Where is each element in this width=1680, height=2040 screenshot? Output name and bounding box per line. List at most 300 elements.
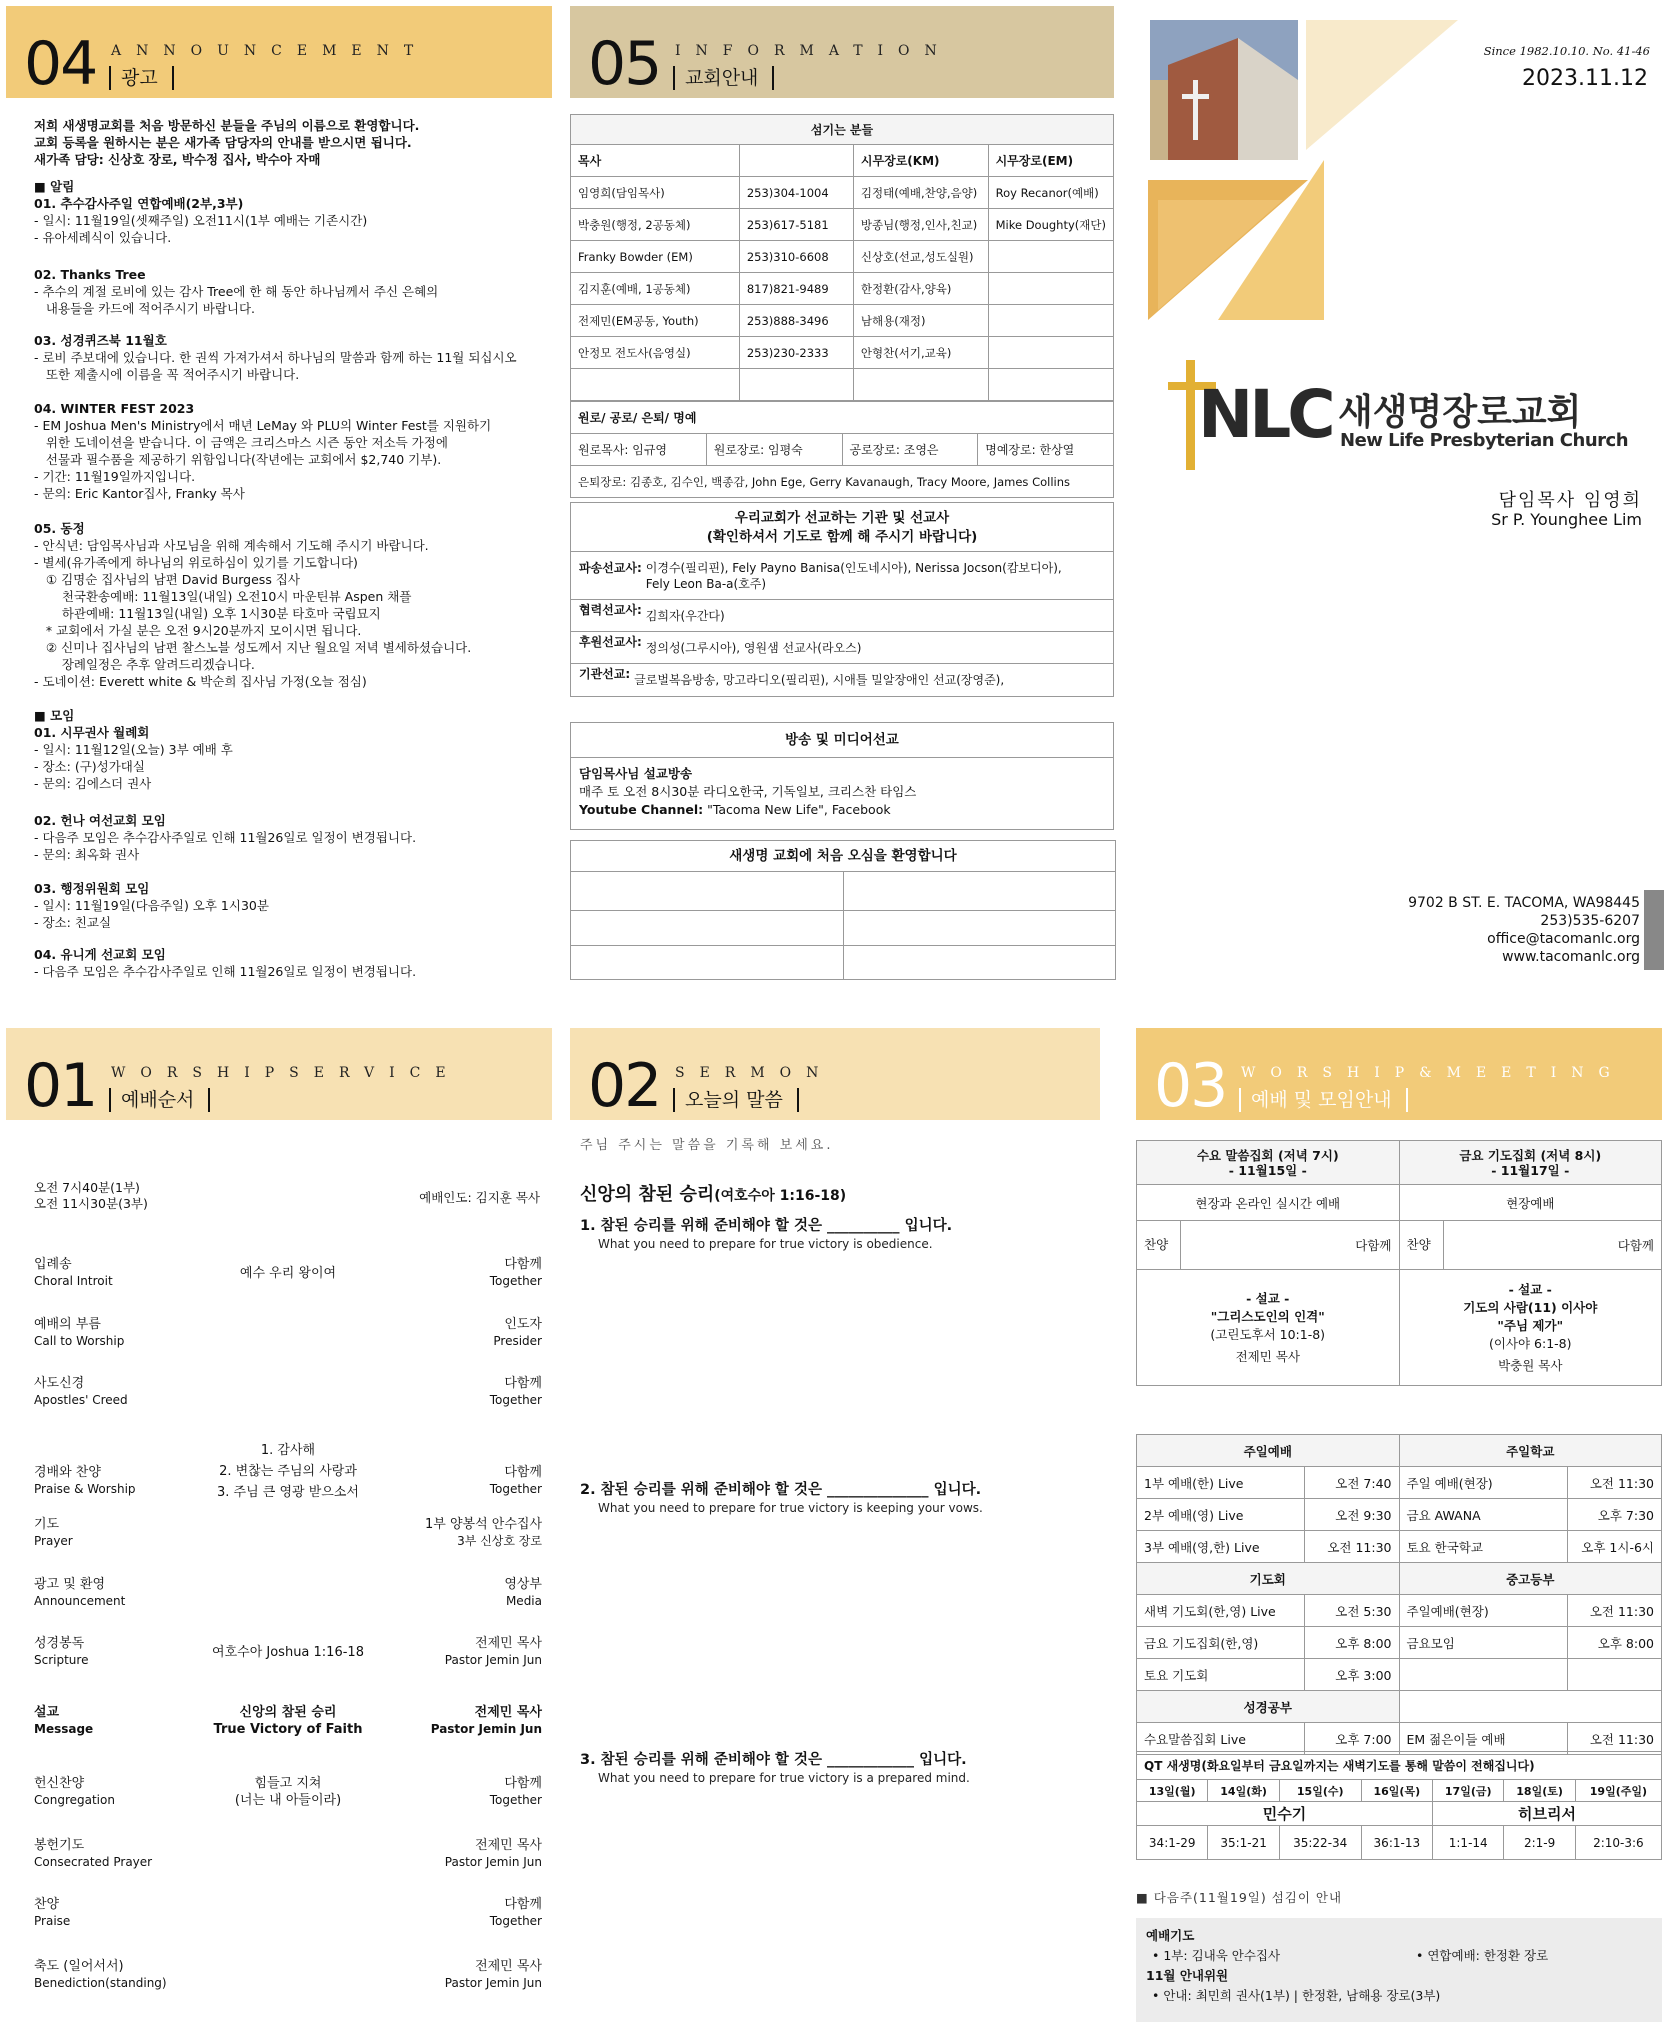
section-number: 02: [588, 1051, 661, 1121]
website: www.tacomanlc.org: [1502, 949, 1640, 965]
church-address: [1408, 894, 1640, 966]
church-name-eng: New Life Presbyterian Church: [1340, 430, 1629, 451]
qt-day: 13일(월): [1137, 1780, 1208, 1802]
announcement-title: ■ 알림 01. 추수감사주일 연합예배(2부,3부): [34, 179, 244, 211]
order-eng: Prayer: [34, 1534, 73, 1548]
section-kor-title: 교회안내: [673, 66, 774, 90]
presider-eng: Together: [489, 1793, 542, 1807]
announcement-item: [34, 707, 544, 792]
order-eng: Consecrated Prayer: [34, 1855, 153, 1869]
prayer-item: 연합예배: 한정환 장로: [1427, 1948, 1549, 1963]
qt-book: 민수기: [1137, 1802, 1433, 1826]
bullet-icon: •: [1416, 1948, 1428, 1963]
staff-cell: 한정환(감사,양육): [853, 273, 988, 305]
presider-kor: 다함께: [504, 1776, 542, 1791]
order-eng: Call to Worship: [34, 1334, 125, 1348]
announcement-header: [6, 6, 552, 98]
qt-day: 15일(수): [1279, 1780, 1361, 1802]
staff-cell: 임영희(담임목사): [571, 177, 740, 209]
staff-row: [571, 337, 1114, 369]
point-question: 1. 참된 승리를 위해 준비해야 할 것은 __________ 입니다.: [580, 1218, 953, 1234]
next-week-text: 다음주(11월19일) 섬김이 안내: [1153, 1890, 1343, 1905]
presider-kor: 다함께: [504, 1897, 542, 1912]
order-eng: Praise: [34, 1914, 71, 1928]
schedule-cell: 새벽 기도회(한,영) Live: [1137, 1595, 1305, 1627]
order-label: [34, 1837, 152, 1871]
sermon-scripture: (여호수아 1:16-18): [714, 1188, 847, 1204]
order-kor: 입례송: [34, 1257, 72, 1272]
issue-info: Since 1982.10.10. No. 41-46: [1483, 44, 1650, 58]
order-kor: 예배의 부름: [34, 1317, 101, 1332]
sermon-title: 기도의 사람(11) 이사야: [1463, 1299, 1598, 1315]
point-question: 2. 참된 승리를 위해 준비해야 할 것은 ______________ 입니다.: [580, 1482, 982, 1498]
order-presider: [490, 1375, 542, 1409]
mission-text: 정의성(그루시아), 영원샘 선교사(라오스): [645, 640, 862, 655]
schedule-row: [1137, 1467, 1662, 1499]
servers-box: [1136, 1918, 1662, 2022]
sermon-title: 신앙의 참된 승리: [580, 1184, 715, 1205]
media-box: [570, 722, 1114, 830]
intro-line: 저희 새생명교회를 처음 방문하신 분들을 주님의 이름으로 환영합니다.: [34, 118, 420, 133]
section-eng-title: WORSHIP&MEETING: [1241, 1065, 1625, 1081]
mission-text: 글로벌복음방송, 망고라디오(필리핀), 시애틀 밀알장애인 선교(장영준),: [634, 673, 1005, 687]
staff-cell: 안정모 전도사(음영실): [571, 337, 740, 369]
order-kor: 축도 (일어서서): [34, 1959, 124, 1974]
address-line: 9702 B ST. E. TACOMA, WA98445: [1408, 895, 1640, 911]
staff-header: [739, 145, 853, 177]
schedule-head: 기도회: [1137, 1563, 1400, 1595]
staff-cell: [988, 369, 1113, 401]
schedule-row: [1137, 1595, 1662, 1627]
schedule-cell: 2부 예배(영) Live: [1137, 1499, 1305, 1531]
staff-header: 목사: [571, 145, 740, 177]
staff-row: [571, 369, 1114, 401]
qt-day: 18일(토): [1504, 1780, 1575, 1802]
schedule-cell: 금요 AWANA: [1399, 1499, 1567, 1531]
qt-ref: 2:10-3:6: [1575, 1826, 1661, 1860]
staff-cell: [739, 369, 853, 401]
meeting-panel: [1128, 1020, 1680, 2040]
schedule-head: 중고등부: [1399, 1563, 1662, 1595]
schedule-cell: 금요모임: [1399, 1627, 1567, 1659]
staff-cell: 253)230-2333: [739, 337, 853, 369]
presider-eng: Pastor Jemin Jun: [444, 1976, 542, 1990]
staff-header: 시무장로(EM): [988, 145, 1113, 177]
fri-sermon: [1399, 1270, 1662, 1386]
sermon-scripture: (이사야 6:1-8): [1488, 1335, 1572, 1351]
media-schedule: 매주 토 오전 8시30분 라디오한국, 기독일보, 크리스찬 타임스: [579, 784, 917, 799]
announcement-title: 02. Thanks Tree: [34, 267, 146, 282]
announcement-title: ■ 모임 01. 시무권사 월례회: [34, 708, 150, 740]
staff-cell: 817)821-9489: [739, 273, 853, 305]
announcement-item: [34, 178, 544, 246]
staff-cell: 방종님(행정,인사,친교): [853, 209, 988, 241]
wed-sermon: [1137, 1270, 1400, 1386]
order-content: 예수 우리 왕이여: [239, 1266, 337, 1281]
email: office@tacomanlc.org: [1487, 931, 1640, 947]
schedule-cell: 3부 예배(영,한) Live: [1137, 1531, 1305, 1563]
announcement-title: 04. WINTER FEST 2023: [34, 401, 195, 416]
usher-title: 11월 안내위원: [1146, 1968, 1229, 1983]
sermon-subtitle: "주님 제가": [1497, 1317, 1564, 1333]
mission-row: [571, 552, 1113, 600]
sermon-note: 주님 주시는 말씀을 기록해 보세요.: [580, 1138, 834, 1153]
order-label: [34, 1958, 167, 1992]
welcome-intro: [34, 117, 544, 168]
mission-row: [571, 600, 1113, 632]
church-name-kor: 새생명장로교회: [1338, 392, 1582, 433]
announcement-item: [34, 266, 544, 317]
staff-row: [571, 273, 1114, 305]
mission-subtitle: (확인하셔서 기도로 함께 해 주시기 바랍니다): [706, 529, 978, 545]
staff-cell: Mike Doughty(재단): [988, 209, 1113, 241]
presider-kor: 다함께: [504, 1376, 542, 1391]
section-number: 05: [588, 29, 661, 99]
order-eng: Announcement: [34, 1594, 126, 1608]
announcement-item: [34, 520, 544, 690]
order-presider: [445, 1635, 542, 1669]
information-panel: [562, 0, 1122, 1000]
order-label: [34, 1316, 124, 1350]
qt-day: 14일(화): [1208, 1780, 1279, 1802]
midweek-table: [1136, 1140, 1662, 1386]
welcome-title: 새생명 교회에 처음 오심을 환영합니다: [571, 841, 1115, 872]
point-question: 3. 참된 승리를 위해 준비해야 할 것은 ____________ 입니다.: [580, 1752, 967, 1768]
prayer-item: 1부: 김내욱 안수집사: [1163, 1948, 1281, 1963]
mission-row: [571, 632, 1113, 664]
presider-eng: Together: [489, 1482, 542, 1496]
schedule-cell: EM 젊은이들 예배: [1399, 1723, 1567, 1755]
announcement-lines: - 안식년: 담임목사님과 사모님을 위해 계속해서 기도해 주시기 바랍니다. - 별세(유가족에게 하나님의 위로하심이 있기를 기도합니다) ① 김명순 집사님의 남편 David Burgess 집사 천국환송예배: 11월13일(내일) 오전10시 마운틴뷰 Aspen 채플 하관예배: 11월13일(내일) 오후 1시30분 타호마 국립묘지 * 교회에서 가실 분은 오전 9시20분까지 모이시면 됩니다. ② 신미나 집사님의 남편 찰스노블 성도께서 지난 월요일 저녁 별세하셨습니다. 장례일정은 추후 알려드리겠습니다. - 도네이션: Everett white & 박순희 집사님 가정(오늘 점심): [34, 538, 472, 689]
order-presider: [490, 1464, 542, 1498]
cover-graphic: [1138, 10, 1468, 340]
announcement-title: 02. 헌나 여선교회 모임: [34, 813, 166, 828]
wed-type: 현장과 온라인 실시간 예배: [1137, 1185, 1400, 1221]
fri-service: [1399, 1141, 1662, 1185]
qt-ref: 36:1-13: [1361, 1826, 1432, 1860]
sermon-header: [570, 1028, 1100, 1120]
announcement-item: [34, 880, 544, 931]
schedule-row: [1137, 1531, 1662, 1563]
fri-type: 현장예배: [1399, 1185, 1662, 1221]
schedule-cell: 주일 예배(현장): [1399, 1467, 1567, 1499]
schedule-cell: 오전 7:40: [1305, 1467, 1400, 1499]
wed-service: [1137, 1141, 1400, 1185]
issue-date: 2023.11.12: [1522, 66, 1648, 91]
announcement-lines: - 추수의 계절 로비에 있는 감사 Tree에 한 해 동안 하나님께서 주신 은혜의 내용들을 카드에 적어주시기 바랍니다.: [34, 284, 439, 316]
media-subtitle: 담임목사님 설교방송: [579, 766, 693, 781]
hymn-label: 찬양: [1137, 1221, 1181, 1269]
bullet-icon: ■: [1136, 1890, 1154, 1905]
announcement-title: 03. 성경퀴즈북 11월호: [34, 333, 167, 348]
schedule-row: [1137, 1723, 1662, 1755]
order-kor: 성경봉독: [34, 1636, 85, 1651]
bullet-icon: •: [1152, 1988, 1164, 2003]
intro-line: 새가족 담당: 신상호 장로, 박수정 집사, 박수아 자매: [34, 152, 321, 167]
staff-header: 시무장로(KM): [853, 145, 988, 177]
staff-cell: Franky Bowder (EM): [571, 241, 740, 273]
worship-panel: [0, 1020, 556, 2040]
schedule-table: [1136, 1434, 1662, 1755]
mission-text: 이경수(필리핀), Fely Payno Banisa(인도네시아), Nerissa Jocson(캄보디아), Fely Leon Ba-a(호주): [645, 560, 1062, 591]
order-kor: 찬양: [34, 1897, 60, 1912]
staff-table-box: [570, 114, 1114, 498]
announcement-lines: - EM Joshua Men's Ministry에서 매년 LeMay 와 PLU의 Winter Fest를 지원하기 위한 도네이션을 받습니다. 이 금액은 크리스마스 시즌 동안 저소득 가정에 선물과 필수품을 제공하기 위함입니다(작년에는 교회에서 $2,740 기부). - 기간: 11월19일까지입니다. - 문의: Eric Kantor집사, Franky 목사: [34, 418, 492, 501]
presider-eng: Together: [489, 1914, 542, 1928]
point-english: What you need to prepare for true victory is obedience.: [598, 1237, 933, 1251]
announcement-item: [34, 812, 544, 863]
order-presider: [490, 1775, 542, 1809]
mission-row: [571, 664, 1113, 696]
church-logo: [1168, 360, 1668, 480]
announcement-lines: - 일시: 11월19일(다음주일) 오후 1시30분 - 장소: 친교실: [34, 898, 269, 930]
prayer-title: 예배기도: [1146, 1928, 1195, 1943]
order-presider: [493, 1316, 542, 1350]
usher-item: 안내: 최민희 권사(1부) | 한정환, 남해용 장로(3부): [1163, 1988, 1441, 2003]
schedule-cell: 오전 11:30: [1567, 1595, 1662, 1627]
qt-day: 19일(주일): [1575, 1780, 1661, 1802]
order-kor: 봉헌기도: [34, 1838, 85, 1853]
elders-title: 원로/ 공로/ 은퇴/ 명예: [571, 402, 1114, 434]
schedule-cell: 오전 11:30: [1567, 1723, 1662, 1755]
sermon-label: - 설교 -: [1508, 1281, 1552, 1297]
order-kor: 헌신찬양: [34, 1776, 85, 1791]
qt-book: 히브리서: [1433, 1802, 1662, 1826]
presider-kor: 전제민 목사: [475, 1636, 542, 1651]
order-content: 여호수아 Joshua 1:16-18: [212, 1645, 364, 1660]
intro-line: 교회 등록을 원하시는 분은 새가족 담당자의 안내를 받으시면 됩니다.: [34, 135, 412, 150]
staff-cell: [853, 369, 988, 401]
announcement-lines: - 일시: 11월19일(셋째주일) 오전11시(1부 예배는 기존시간) - 유아세례식이 있습니다.: [34, 213, 368, 245]
staff-cell: [571, 369, 740, 401]
staff-row: [571, 305, 1114, 337]
mission-label: 파송선교사:: [579, 561, 642, 575]
qt-ref: 34:1-29: [1137, 1826, 1208, 1860]
section-number: 01: [24, 1051, 97, 1121]
announcement-title: 03. 행정위원회 모임: [34, 881, 150, 896]
qt-ref: 1:1-14: [1433, 1826, 1504, 1860]
worship-header: [6, 1028, 552, 1120]
staff-cell: 김정태(예배,찬양,음양): [853, 177, 988, 209]
staff-cell: [988, 241, 1113, 273]
section-eng-title: WORSHIPSERVICE: [111, 1065, 461, 1081]
section-kor-title: 예배순서: [109, 1088, 210, 1112]
order-kor: 사도신경: [34, 1376, 85, 1391]
presider-kor: 다함께: [504, 1465, 542, 1480]
staff-cell: 남해용(재정): [853, 305, 988, 337]
schedule-cell: 오후 8:00: [1567, 1627, 1662, 1659]
schedule-cell: 오후 7:00: [1305, 1723, 1400, 1755]
announcement-panel: [0, 0, 556, 1000]
announcement-title: 04. 유니게 선교회 모임: [34, 947, 166, 962]
presider-eng: Together: [489, 1274, 542, 1288]
schedule-cell: 금요 기도집회(한,영): [1137, 1627, 1305, 1659]
presider-eng: Pastor Jemin Jun: [444, 1653, 542, 1667]
schedule-cell: 토요 기도회: [1137, 1659, 1305, 1691]
meeting-header: [1136, 1028, 1662, 1120]
order-presider: [431, 1704, 542, 1738]
sermon-point: [580, 1748, 1110, 1785]
point-english: What you need to prepare for true victory is a prepared mind.: [598, 1771, 970, 1785]
schedule-cell: 수요말씀집회 Live: [1137, 1723, 1305, 1755]
announcement-item: [34, 946, 544, 980]
order-eng: Benediction(standing): [34, 1976, 167, 1990]
presider-kor: 인도자: [504, 1317, 542, 1332]
presider-kor: 다함께: [504, 1257, 542, 1272]
order-eng: Message: [34, 1722, 94, 1736]
order-eng: Scripture: [34, 1653, 89, 1667]
section-eng-title: ANNOUNCEMENT: [111, 43, 429, 59]
order-kor: 경배와 찬양: [34, 1465, 101, 1480]
qt-table: [1136, 1751, 1662, 1860]
mission-label: 협력선교사:: [579, 603, 642, 617]
schedule-head: 주일예배: [1137, 1435, 1400, 1467]
presider-eng: Together: [489, 1393, 542, 1407]
sermon-panel: [562, 1020, 1122, 2040]
order-kor: 기도: [34, 1517, 60, 1532]
schedule-cell: 오후 1시-6시: [1567, 1531, 1662, 1563]
staff-cell: [988, 273, 1113, 305]
order-presider: [425, 1516, 542, 1550]
mission-text: 김희자(우간다): [645, 608, 725, 623]
schedule-cell: 1부 예배(한) Live: [1137, 1467, 1305, 1499]
qt-title: QT 새생명(화요일부터 금요일까지는 새벽기도를 통해 말씀이 전해집니다): [1137, 1752, 1662, 1780]
order-label: [34, 1375, 128, 1409]
logo-letters: NLC: [1198, 376, 1332, 453]
pastor-kor: 담임목사 임영희: [1498, 490, 1642, 511]
pastor-eng: Sr P. Younghee Lim: [1491, 510, 1642, 529]
presider-eng: Pastor Jemin Jun: [444, 1855, 542, 1869]
announcement-lines: - 일시: 11월12일(오늘) 3부 예배 후 - 장소: (구)성가대실 - 문의: 김에스더 권사: [34, 742, 233, 791]
order-content: 1. 감사해 2. 변찮는 주님의 사랑과 3. 주님 큰 영광 받으소서: [217, 1443, 359, 1500]
section-kor-title: 광고: [109, 66, 174, 90]
schedule-cell: 오후 7:30: [1567, 1499, 1662, 1531]
staff-cell: 김지훈(예배, 1공동체): [571, 273, 740, 305]
service-times: 오전 7시40분(1부) 오전 11시30분(3부): [34, 1180, 148, 1211]
youtube-channel: "Tacoma New Life", Facebook: [703, 802, 891, 817]
schedule-cell: [1399, 1659, 1567, 1691]
cross-icon: [1186, 360, 1195, 470]
elder-cell: 명예장로: 한상열: [978, 434, 1114, 466]
staff-cell: [988, 305, 1113, 337]
order-eng: Choral Introit: [34, 1274, 113, 1288]
order-presider: [490, 1896, 542, 1930]
cover-panel: [1128, 0, 1680, 1000]
schedule-cell: 오전 11:30: [1567, 1467, 1662, 1499]
bullet-icon: •: [1152, 1948, 1164, 1963]
mission-box: [570, 502, 1114, 697]
preacher: 박충원 목사: [1498, 1357, 1563, 1373]
presider-kor: 전제민 목사: [475, 1959, 542, 1974]
order-eng: Praise & Worship: [34, 1482, 136, 1496]
staff-cell: 253)310-6608: [739, 241, 853, 273]
wed-title: 수요 말씀집회 (저녁 7시): [1196, 1147, 1339, 1163]
section-number: 03: [1154, 1051, 1227, 1121]
staff-cell: 253)888-3496: [739, 305, 853, 337]
order-presider: [445, 1958, 542, 1992]
staff-cell: 253)617-5181: [739, 209, 853, 241]
order-label: [34, 1896, 70, 1930]
hymn-who: 다함께: [1355, 1238, 1392, 1253]
next-week-note: [1136, 1888, 1342, 1906]
staff-title: 섬기는 분들: [571, 115, 1114, 145]
qt-ref: 35:22-34: [1279, 1826, 1361, 1860]
hymn-label: 찬양: [1400, 1221, 1444, 1269]
order-eng: Congregation: [34, 1793, 115, 1807]
qt-ref: 35:1-21: [1208, 1826, 1279, 1860]
presider-eng: Presider: [493, 1334, 542, 1348]
mission-title: 우리교회가 선교하는 기관 및 선교사: [734, 510, 950, 526]
order-content: 힘들고 지쳐 (너는 내 아들이라): [234, 1776, 342, 1808]
presider-eng: Media: [505, 1594, 542, 1608]
section-kor-title: 예배 및 모임안내: [1239, 1088, 1408, 1112]
staff-cell: [988, 337, 1113, 369]
hymn-who: 다함께: [1617, 1238, 1654, 1253]
order-content: 신앙의 참된 승리 True Victory of Faith: [213, 1705, 363, 1737]
mission-label: 후원선교사:: [579, 635, 642, 649]
phone: 253)535-6207: [1540, 913, 1640, 929]
qt-day: 17일(금): [1433, 1780, 1504, 1802]
welcome-box: [570, 840, 1116, 980]
section-eng-title: SERMON: [675, 1065, 834, 1081]
schedule-cell: 오후 3:00: [1305, 1659, 1400, 1691]
order-kor: 설교: [34, 1705, 60, 1720]
order-presider: [445, 1837, 542, 1871]
schedule-row: [1137, 1659, 1662, 1691]
order-label: [34, 1576, 125, 1610]
information-header: [570, 6, 1114, 98]
sermon-scripture: (고린도후서 10:1-8): [1210, 1326, 1326, 1342]
point-english: What you need to prepare for true victory is keeping your vows.: [598, 1501, 983, 1515]
elders-table: [570, 401, 1114, 498]
schedule-head: 성경공부: [1137, 1691, 1400, 1723]
wed-date: - 11월15일 -: [1228, 1162, 1307, 1178]
sermon-title: "그리스도인의 인격": [1210, 1308, 1325, 1324]
staff-cell: 전제민(EM공동, Youth): [571, 305, 740, 337]
elder-cell: 원로목사: 임규영: [571, 434, 707, 466]
mission-label: 기관선교:: [579, 667, 631, 681]
qt-ref: 2:1-9: [1504, 1826, 1575, 1860]
order-presider: [504, 1576, 542, 1610]
qt-day: 16일(목): [1361, 1780, 1432, 1802]
schedule-row: [1137, 1627, 1662, 1659]
side-bar: [1644, 890, 1664, 970]
schedule-row: [1137, 1499, 1662, 1531]
announcement-lines: - 로비 주보대에 있습니다. 한 권씩 가져가셔서 하나님의 말씀과 함께 하는 11월 되십시오 또한 제출시에 이름을 꼭 적어주시기 바랍니다.: [34, 350, 517, 382]
sermon-point: [580, 1214, 1100, 1251]
schedule-cell: 오후 8:00: [1305, 1627, 1400, 1659]
presider-eng: 3부 신상호 장로: [457, 1534, 542, 1548]
section-eng-title: INFORMATION: [675, 43, 952, 59]
staff-cell: 253)304-1004: [739, 177, 853, 209]
retired-elders: 은퇴장로: 김종호, 김수인, 백종감, John Ege, Gerry Kavanaugh, Tracy Moore, James Collins: [571, 466, 1114, 498]
schedule-cell: 오전 5:30: [1305, 1595, 1400, 1627]
schedule-cell: 오전 9:30: [1305, 1499, 1400, 1531]
order-kor: 광고 및 환영: [34, 1577, 106, 1592]
sermon-label: - 설교 -: [1246, 1290, 1290, 1306]
preacher: 전제민 목사: [1235, 1348, 1300, 1364]
presider-kor: 전제민 목사: [474, 1705, 542, 1720]
announcement-item: [34, 400, 544, 502]
schedule-cell: 주일예배(현장): [1399, 1595, 1567, 1627]
presider-kor: 영상부: [504, 1577, 542, 1592]
schedule-head: 주일학교: [1399, 1435, 1662, 1467]
sermon-point: [580, 1478, 1110, 1515]
schedule-cell: 오전 11:30: [1305, 1531, 1400, 1563]
staff-cell: 박충원(행정, 2공동체): [571, 209, 740, 241]
announcement-lines: - 다음주 모임은 추수감사주일로 인해 11월26일로 일정이 변경됩니다.: [34, 964, 417, 979]
presider-kor: 1부 양봉석 안수집사: [425, 1517, 542, 1532]
